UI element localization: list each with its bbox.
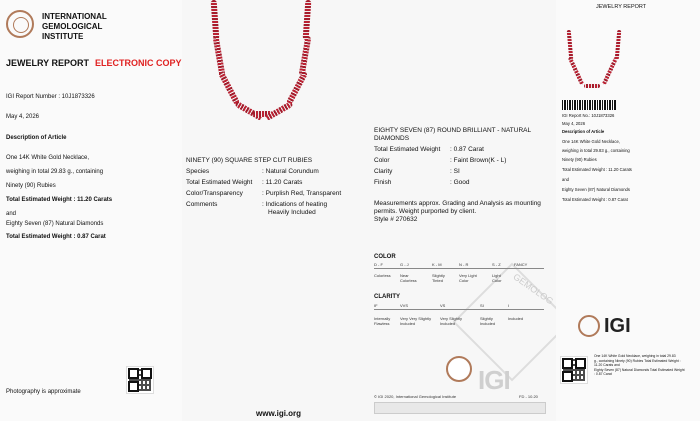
clarity-grade: I <box>508 303 510 308</box>
measurements-note: Measurements approx. Grading and Analysis as mounting <box>374 200 541 207</box>
card-line: weighing in total 29.83 g., containing <box>562 148 630 153</box>
summary-line: One 14K White Gold Necklace, weighing in total 29.83 <box>594 354 676 358</box>
color-word: Near Colorless <box>400 273 417 283</box>
diamond-row-label: Finish <box>374 179 392 186</box>
summary-line: Eighty Seven (87) Natural Diamonds Total Estimated Weight <box>594 367 685 372</box>
color-heading: COLOR <box>374 254 396 260</box>
diamond-row-value: : 0.87 Carat <box>450 146 484 153</box>
clarity-scale-line <box>374 309 544 310</box>
website-link[interactable]: www.igi.org <box>256 409 302 418</box>
clarity-word: Included <box>508 316 524 321</box>
ruby-row-value: : Indications of heating <box>262 201 328 208</box>
summary-line: 11.20 Carats and <box>594 363 620 368</box>
color-scale-line <box>374 268 544 269</box>
color-grade: K - M <box>432 262 442 267</box>
clarity-word: Internally Flawless <box>374 316 391 326</box>
card-report-no: IGI Report No.: 10J1873326 <box>562 113 615 118</box>
diamond-row-value: : Faint Brown(K - L) <box>450 157 507 164</box>
diamond-row-label: Color <box>374 157 390 164</box>
description-heading: Description of Article <box>6 135 67 141</box>
card-qr-code[interactable] <box>560 356 588 384</box>
desc-line: Ninety (90) Rubies <box>6 183 56 189</box>
diamond-row-label: Total Estimated Weight <box>374 146 441 153</box>
form-code: FD - 10.20 <box>519 394 538 399</box>
clarity-grade: VVS <box>400 303 409 308</box>
color-grade: G - J <box>400 262 409 267</box>
clarity-word: Slightly Included <box>480 316 496 326</box>
igi-seal-icon <box>446 356 472 382</box>
card-line: One 14K White Gold Necklace, <box>562 139 620 144</box>
color-grade: FANCY <box>514 262 528 267</box>
card-header: JEWELRY REPORT <box>596 4 647 10</box>
electronic-copy-label: ELECTRONIC COPY <box>95 58 182 68</box>
report-date: May 4, 2026 <box>6 114 40 120</box>
diamond-weight: Total Estimated Weight : 0.87 Carat <box>6 234 106 240</box>
clarity-grade: VS <box>440 303 446 308</box>
ruby-weight: Total Estimated Weight : 11.20 Carats <box>6 197 113 203</box>
color-word: Colorless <box>374 273 391 278</box>
clarity-grade: SI <box>480 303 484 308</box>
copyright: © IGI 2020, International Gemological Institute <box>374 394 457 399</box>
card-line: Total Estimated Weight : 11.20 Carats <box>562 167 632 172</box>
measurements-note: permits. Weight purported by client. <box>374 208 477 215</box>
card-line: Eighty Seven (87) Natural Diamonds <box>562 187 630 192</box>
clarity-word: Very Slightly Included <box>440 316 463 326</box>
desc-line: weighing in total 29.83 g., containing <box>6 169 104 175</box>
igi-logo: IGI <box>604 315 631 337</box>
diamonds-line: Eighty Seven (87) Natural Diamonds <box>6 221 104 227</box>
ruby-row-label: Color/Transparency <box>186 190 243 197</box>
clarity-heading: CLARITY <box>374 294 400 300</box>
report-number: IGI Report Number : 10J1873326 <box>6 94 95 100</box>
photo-note: Photography is approximate <box>6 389 81 395</box>
ruby-row-label: Total Estimated Weight <box>186 179 253 186</box>
color-grade: D - F <box>374 262 383 267</box>
org-line: GEMOLOGICAL <box>42 22 103 31</box>
card-necklace-photo <box>566 30 626 106</box>
diamond-section-title-2: DIAMONDS <box>374 135 410 142</box>
card-line: and <box>562 177 569 182</box>
diamond-section-title: EIGHTY SEVEN (87) ROUND BRILLIANT - NATURAL <box>374 127 532 134</box>
clarity-grade: IF <box>374 303 378 308</box>
card-line: Ninety (90) Rubies <box>562 157 597 162</box>
ruby-row-label: Species <box>186 168 210 175</box>
color-word: Slightly Tinted <box>432 273 445 283</box>
clarity-word: Very Very Slightly Included <box>400 316 432 326</box>
qr-code[interactable] <box>126 366 154 394</box>
ruby-row-value: Heavily Included <box>268 209 316 216</box>
and-text: and <box>6 211 17 217</box>
necklace-photo <box>210 0 310 150</box>
igi-seal-icon <box>578 315 600 337</box>
card-date: May 4, 2026 <box>562 121 586 126</box>
color-grade: S - Z <box>492 262 501 267</box>
barcode <box>562 100 616 110</box>
left-panel <box>0 0 182 421</box>
diamond-row-label: Clarity <box>374 168 393 175</box>
color-grade: N - R <box>459 262 469 267</box>
card-line: Total Estimated Weight : 0.87 Carat <box>562 197 628 202</box>
color-word: Very Light Color <box>459 273 477 283</box>
ruby-row-value: : Purplish Red, Transparent <box>262 190 342 197</box>
card-desc-heading: Description of Article <box>562 129 605 134</box>
jewelry-report-heading: JEWELRY REPORT <box>6 58 90 68</box>
diamond-row-value: : SI <box>450 168 460 175</box>
diamond-row-value: : Good <box>450 179 470 186</box>
ruby-row-label: Comments <box>186 201 218 208</box>
igi-watermark-logo: IGI <box>478 365 510 395</box>
summary-line: : 0.87 Carat <box>594 372 612 377</box>
color-word: Light Color <box>492 273 502 283</box>
igi-seal-icon <box>6 10 34 38</box>
ruby-row-value: : Natural Corundum <box>262 168 319 175</box>
desc-line: One 14K White Gold Necklace, <box>6 155 90 161</box>
org-line: INTERNATIONAL <box>42 12 107 21</box>
security-strip <box>374 402 546 414</box>
watermark-text: GEMOLOG <box>511 271 556 307</box>
org-name <box>42 12 107 42</box>
summary-line: g., containing Ninety (90) Rubies Total Estimated Weight : <box>594 358 681 363</box>
ruby-section-title: NINETY (90) SQUARE STEP CUT RUBIES <box>186 157 313 164</box>
ruby-row-value: : 11.20 Carats <box>262 179 303 186</box>
style-number: Style # 270632 <box>374 216 418 223</box>
card-summary <box>594 354 685 377</box>
org-line: INSTITUTE <box>42 32 84 41</box>
